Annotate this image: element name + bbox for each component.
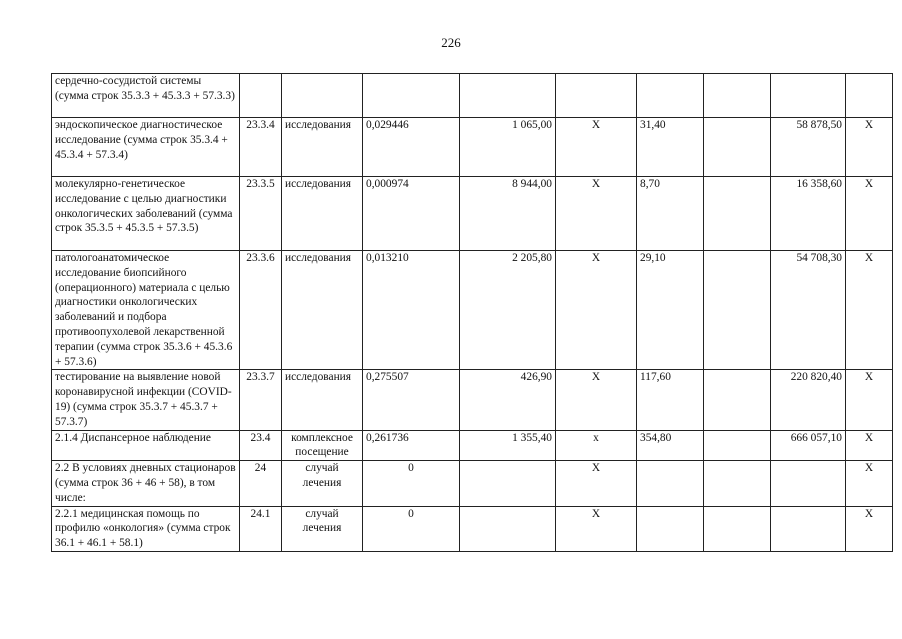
cell-x-mark: Х — [556, 370, 637, 430]
table-row — [52, 370, 893, 430]
cell-empty — [704, 74, 771, 118]
cell-unit: исследования — [282, 118, 363, 177]
cell-code: 23.4 — [240, 430, 282, 461]
cell-total: 54 708,30 — [771, 251, 846, 370]
cell-code — [240, 74, 282, 118]
cell-per-capita: 31,40 — [637, 118, 704, 177]
cell-x-mark: Х — [556, 506, 637, 551]
cell-per-capita: 117,60 — [637, 370, 704, 430]
cell-cost — [460, 506, 556, 551]
cell-norm: 0,275507 — [363, 370, 460, 430]
table-body — [52, 74, 893, 552]
cell-per-capita — [637, 506, 704, 551]
cell-norm: 0,261736 — [363, 430, 460, 461]
table-row — [52, 251, 893, 370]
cell-code: 23.3.4 — [240, 118, 282, 177]
cell-empty — [704, 430, 771, 461]
cell-code: 23.3.7 — [240, 370, 282, 430]
cell-total — [771, 74, 846, 118]
cell-cost — [460, 74, 556, 118]
cell-x-mark: Х — [556, 118, 637, 177]
cell-name: эндоскопическое диагностическое исследование (сумма строк 35.3.4 + 45.3.4 + 57.3.4) — [52, 118, 240, 177]
cell-name: сердечно-сосудистой системы (сумма строк 35.3.3 + 45.3.3 + 57.3.3) — [52, 74, 240, 118]
cell-per-capita — [637, 461, 704, 506]
cell-norm — [363, 74, 460, 118]
table-row — [52, 506, 893, 551]
cell-unit — [282, 74, 363, 118]
cell-empty — [704, 177, 771, 251]
cell-norm: 0,029446 — [363, 118, 460, 177]
cell-x-mark — [556, 74, 637, 118]
cell-cost — [460, 461, 556, 506]
cell-name: патологоанатомическое исследование биопсийного (операционного) материала с целью диагностики онкологических заболеваний и подбора противоопухолевой лекарственной терапии (сумма строк 35.3.6 + 45.3.6 + 57.3.6) — [52, 251, 240, 370]
cell-name: 2.2 В условиях дневных стационаров (сумма строк 36 + 46 + 58), в том числе: — [52, 461, 240, 506]
cell-unit: случай лечения — [282, 461, 363, 506]
cell-cost: 1 355,40 — [460, 430, 556, 461]
cell-name: тестирование на выявление новой коронавирусной инфекции (COVID-19) (сумма строк 35.3.7 + 45.3.7 + 57.3.7) — [52, 370, 240, 430]
cell-norm: 0 — [363, 461, 460, 506]
cell-cost: 1 065,00 — [460, 118, 556, 177]
cell-x-mark-last — [846, 74, 893, 118]
cell-x-mark: Х — [556, 251, 637, 370]
table-row — [52, 461, 893, 506]
cell-per-capita: 8,70 — [637, 177, 704, 251]
cell-x-mark-last: Х — [846, 461, 893, 506]
cell-x-mark-last: Х — [846, 177, 893, 251]
cell-cost: 2 205,80 — [460, 251, 556, 370]
cell-unit: комплексное посещение — [282, 430, 363, 461]
cell-total — [771, 461, 846, 506]
cell-code: 24 — [240, 461, 282, 506]
table-row — [52, 430, 893, 461]
cell-norm: 0,013210 — [363, 251, 460, 370]
cell-unit: исследования — [282, 177, 363, 251]
cell-cost: 8 944,00 — [460, 177, 556, 251]
cell-x-mark-last: Х — [846, 430, 893, 461]
cell-name: молекулярно-генетическое исследование с целью диагностики онкологических заболеваний (сумма строк 35.3.5 + 45.3.5 + 57.3.5) — [52, 177, 240, 251]
cell-empty — [704, 506, 771, 551]
table-row — [52, 74, 893, 118]
cell-empty — [704, 251, 771, 370]
cell-x-mark: Х — [556, 177, 637, 251]
cell-per-capita: 29,10 — [637, 251, 704, 370]
cell-norm: 0 — [363, 506, 460, 551]
cell-cost: 426,90 — [460, 370, 556, 430]
page-number: 226 — [441, 35, 461, 50]
cell-total — [771, 506, 846, 551]
cell-total: 16 358,60 — [771, 177, 846, 251]
cell-total: 666 057,10 — [771, 430, 846, 461]
cell-unit: исследования — [282, 251, 363, 370]
cell-x-mark-last: Х — [846, 370, 893, 430]
cell-norm: 0,000974 — [363, 177, 460, 251]
cell-x-mark: х — [556, 430, 637, 461]
cell-x-mark-last: Х — [846, 506, 893, 551]
cell-x-mark: Х — [556, 461, 637, 506]
cell-per-capita — [637, 74, 704, 118]
cell-unit: случай лечения — [282, 506, 363, 551]
cell-code: 24.1 — [240, 506, 282, 551]
cell-name: 2.1.4 Диспансерное наблюдение — [52, 430, 240, 461]
table-row — [52, 177, 893, 251]
cell-total: 58 878,50 — [771, 118, 846, 177]
table-row — [52, 118, 893, 177]
cell-empty — [704, 118, 771, 177]
cell-unit: исследования — [282, 370, 363, 430]
cell-empty — [704, 370, 771, 430]
cell-empty — [704, 461, 771, 506]
cell-code: 23.3.6 — [240, 251, 282, 370]
cell-x-mark-last: Х — [846, 118, 893, 177]
cell-name: 2.2.1 медицинская помощь по профилю «онкология» (сумма строк 36.1 + 46.1 + 58.1) — [52, 506, 240, 551]
cell-per-capita: 354,80 — [637, 430, 704, 461]
cell-total: 220 820,40 — [771, 370, 846, 430]
document-table — [51, 73, 893, 552]
cell-x-mark-last: Х — [846, 251, 893, 370]
cell-code: 23.3.5 — [240, 177, 282, 251]
